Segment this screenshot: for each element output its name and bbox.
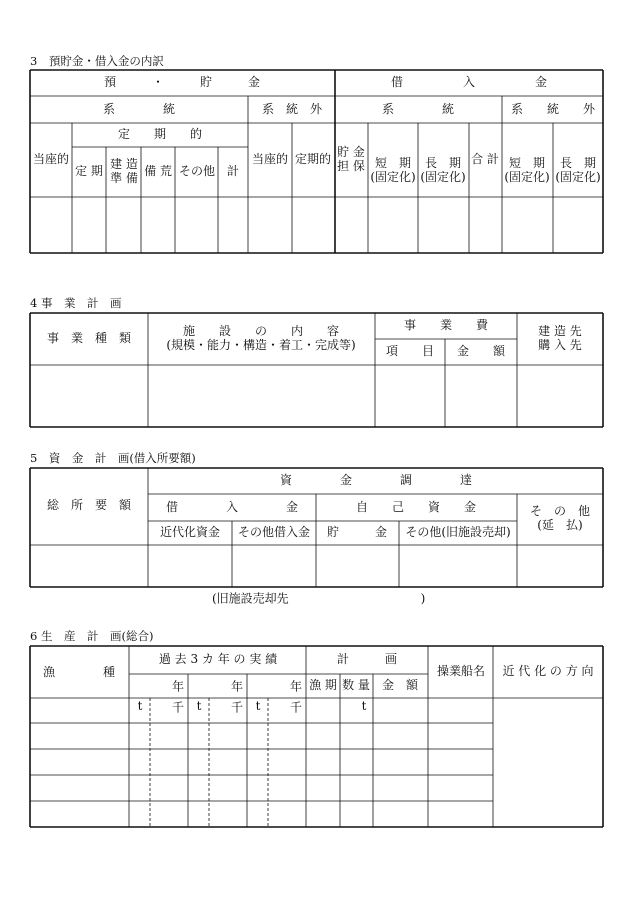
kei-header: 計	[226, 164, 240, 179]
borrow-keitougai: 系 統 外	[510, 102, 596, 117]
shisetsu-naiyou-header: 施 設 の 内 容 (規模・能力・構造・着工・完成等)	[166, 324, 356, 352]
unit-t-3: t	[255, 699, 261, 714]
jigyou-shurui-header: 事 業 種 類	[46, 331, 132, 346]
chouki2-header: 長 期 (固定化)	[555, 156, 601, 184]
borrow-keitou: 系 統	[381, 102, 455, 117]
kariire-header: 借 入 金	[165, 500, 299, 515]
kenzou-header: 建 造 準 備	[110, 157, 138, 185]
section4-title: 4 事 業 計 画	[30, 296, 122, 310]
section6-title: 6 生 産 計 画(総合)	[30, 629, 154, 643]
year2-label: 年	[230, 679, 243, 694]
shikin-chousatsu-header: 資 金 調 達	[279, 473, 473, 488]
borrow-header: 借 入 金	[390, 75, 548, 90]
kindaika-header: 近代化資金	[159, 525, 221, 540]
kyuu-shisetsu-note: (旧施設売却先 )	[212, 591, 426, 606]
tanki1-header: 短 期 (固定化)	[370, 156, 416, 184]
unit-t-1: t	[137, 699, 143, 714]
unit-sen-1: 千	[171, 700, 184, 715]
teiki-header: 定 期	[75, 164, 103, 179]
chokin-header: 貯 金	[326, 525, 388, 540]
touza2-header: 当座的	[251, 152, 289, 167]
kindaika-houkou-header: 近 代 化 の 方 向	[502, 664, 594, 679]
unit-t-plan: t	[361, 699, 367, 714]
section5-title: 5 資 金 計 画(借入所要額)	[30, 451, 196, 465]
touza-header: 当座的	[32, 152, 70, 167]
unit-t-2: t	[196, 699, 202, 714]
gyoki-header: 漁 期	[309, 678, 337, 693]
section3-title: 3 預貯金・借入金の内訳	[30, 54, 164, 68]
soshoyou-header: 総 所 要 額	[46, 498, 132, 513]
gyoshu-header: 漁 種	[42, 665, 116, 680]
unit-sen-3: 千	[289, 700, 302, 715]
year1-label: 年	[171, 679, 184, 694]
biko-header: 備 荒	[144, 164, 172, 179]
suuryou-header: 数 量	[342, 678, 370, 693]
sonota-kyuu-header: その他(旧施設売却)	[405, 525, 511, 540]
koumoku-header: 項 目	[385, 344, 435, 359]
keikaku-header: 計 画	[336, 652, 398, 667]
jigyouhi-header: 事 業 費	[403, 318, 489, 333]
chokin-tanpo-header: 貯 金 担 保	[337, 145, 365, 173]
sougyou-senmei-header: 操業船名	[436, 664, 486, 679]
teikiteki2-header: 定期的	[294, 152, 332, 167]
sonota-kariire-header: その他借入金	[237, 525, 311, 540]
goukei-header: 合 計	[471, 152, 499, 167]
teikiteki-header: 定 期 的	[117, 127, 203, 142]
kenzousaki-header: 建 造 先 購 入 先	[538, 324, 582, 352]
deposit-keitou: 系 統	[102, 102, 176, 117]
deposit-header: 預 ・ 貯 金	[103, 75, 261, 90]
jiko-shikin-header: 自 己 資 金	[355, 500, 477, 515]
deposit-keitougai: 系 統 外	[261, 102, 323, 117]
sonota-header: その他	[178, 164, 216, 179]
plan-kingaku-header: 金 額	[381, 678, 419, 693]
sonota-enbarai-header: そ の 他 (延 払)	[529, 504, 591, 532]
chouki1-header: 長 期 (固定化)	[420, 156, 466, 184]
kingaku-header: 金 額	[456, 344, 506, 359]
year3-label: 年	[289, 679, 302, 694]
kako-jisseki-header: 過 去 3 カ 年 の 実 績	[158, 652, 278, 667]
tanki2-header: 短 期 (固定化)	[504, 156, 550, 184]
unit-sen-2: 千	[230, 700, 243, 715]
